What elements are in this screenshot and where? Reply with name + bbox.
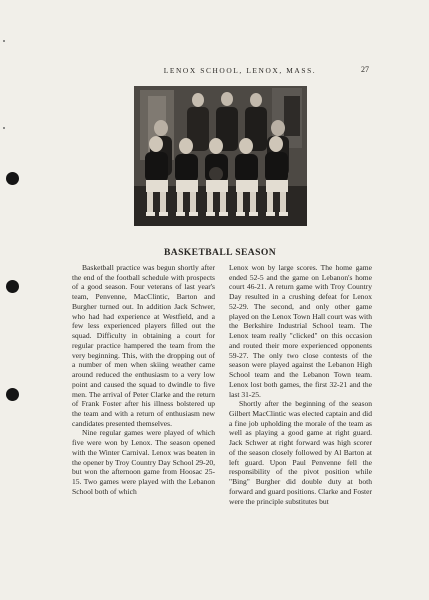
article-title: BASKETBALL SEASON [163, 247, 277, 258]
margin-mark [3, 127, 5, 129]
team-photo [134, 86, 307, 226]
paragraph: Basketball practice was begun shortly after the end of the football schedule with prospects of a good season. Four veterans of last year's team, Penvenne, MacClintic, Barton and Burgher turned out. In addition Jack Schwer, who had had experience at Westfield, and a few less experienced players filled out the squad. Difficulty in obtaining a court for regular practice hampered the team from the very beginning. This, with the dropping out of a number of men when skiing weather came around reduced the enthusiasm to a very low point and caused the squad to dwindle to five men. The arrival of Peter Clarke and the return of Frank Foster after his illness bolstered up the team and with a return of enthusiasm new candidates presented themselves. [72, 263, 215, 428]
paragraph: Nine regular games were played of which five were won by Lenox. The season opened with the Winter Carnival. Lenox was beaten in the opener by Troy Country Day School 29-20, but won the afternoon game from Hoosac 25-15. Two games were played with the Lebanon School both of which [72, 428, 215, 496]
paragraph: Shortly after the beginning of the season Gilbert MacClintic was elected captain and did a fine job upholding the morale of the team as well as playing a good game at right guard. Jack Schwer at right forward was high scorer of the season closely followed by Al Barton at left guard. Upon Paul Penvenne fell the responsibility of the pivot position while "Bing" Burgher did double duty at both forward and guard positions. Clarke and Foster were the principle substitutes but [229, 399, 372, 506]
margin-mark [3, 40, 5, 42]
team-photo-icon [134, 86, 307, 226]
paragraph: Lenox won by large scores. The home game ended 52-5 and the game on Lebanon's home court 46-21. A return game with Troy Country Day resulted in a crushing defeat for Lenox 52-29. The second, and only other game played on the Lenox Town Hall court was with the Berkshire Industrial School team. The Lenox team really "clicked" on this occasion and routed their more experienced opponents 59-27. The only two close contests of the season were played against the Lebanon High School team and the Lebanon Town team. Lenox lost both games, the first 32-21 and the last 31-25. [229, 263, 372, 399]
binder-hole [6, 388, 19, 401]
text-column-right [229, 263, 372, 506]
text-column-left [72, 263, 215, 497]
running-head: LENOX SCHOOL, LENOX, MASS. [163, 66, 317, 75]
binder-hole [6, 280, 19, 293]
binder-hole [6, 172, 19, 185]
page-number: 27 [361, 65, 369, 74]
